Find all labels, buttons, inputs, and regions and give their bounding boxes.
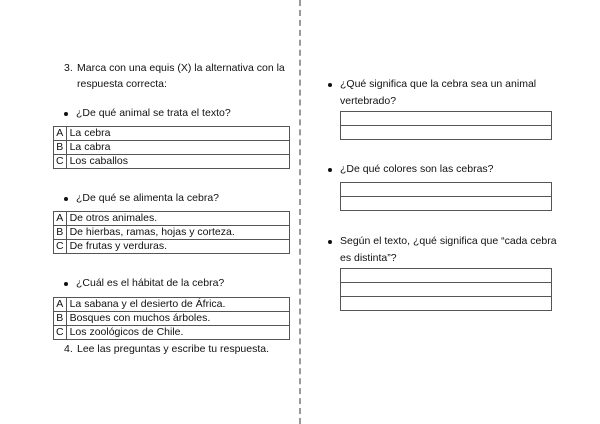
option-text: Los zoológicos de Chile. — [66, 326, 289, 340]
open-question-1 — [328, 76, 553, 110]
question-4 — [64, 341, 294, 357]
question-3 — [64, 60, 294, 92]
option-text: Los caballos — [66, 155, 289, 169]
mc-question-2-text: ¿De qué se alimenta la cebra? — [76, 192, 219, 204]
option-row[interactable] — [54, 226, 290, 240]
option-row[interactable] — [54, 240, 290, 254]
bullet-icon — [64, 112, 68, 116]
option-text: La sabana y el desierto de África. — [66, 298, 289, 312]
page-divider — [299, 0, 301, 424]
answer-lines-1[interactable] — [340, 111, 552, 140]
bullet-icon — [64, 282, 68, 286]
question-4-number: 4. — [64, 343, 73, 355]
bullet-icon — [64, 197, 68, 201]
option-row[interactable] — [54, 155, 290, 169]
option-letter: C — [54, 240, 67, 254]
bullet-icon — [328, 83, 332, 87]
option-letter: B — [54, 226, 67, 240]
bullet-icon — [328, 240, 332, 244]
answer-lines-2[interactable] — [340, 182, 552, 211]
mc-question-2 — [64, 191, 219, 206]
answer-lines-3[interactable] — [340, 268, 552, 311]
question-4-text: Lee las preguntas y escribe tu respuesta. — [77, 343, 270, 355]
mc-question-3-text: ¿Cuál es el hábitat de la cebra? — [76, 277, 225, 289]
answer-line[interactable] — [340, 182, 552, 197]
open-question-2 — [328, 162, 553, 177]
option-text: La cabra — [66, 141, 289, 155]
open-question-2-text: ¿De qué colores son las cebras? — [340, 163, 494, 175]
bullet-icon — [328, 168, 332, 172]
option-letter: B — [54, 141, 67, 155]
option-row[interactable] — [54, 212, 290, 226]
option-letter: A — [54, 127, 67, 141]
mc-options-3 — [53, 297, 290, 340]
option-text: De frutas y verduras. — [66, 240, 289, 254]
option-row[interactable] — [54, 141, 290, 155]
option-letter: C — [54, 155, 67, 169]
answer-line[interactable] — [340, 126, 552, 140]
answer-line[interactable] — [340, 297, 552, 311]
option-row[interactable] — [54, 127, 290, 141]
question-3-text: Marca con una equis (X) la alternativa con la respuesta correcta: — [77, 62, 285, 90]
option-row[interactable] — [54, 326, 290, 340]
answer-line[interactable] — [340, 268, 552, 283]
mc-question-1-text: ¿De qué animal se trata el texto? — [76, 107, 231, 119]
option-row[interactable] — [54, 298, 290, 312]
option-row[interactable] — [54, 312, 290, 326]
question-3-number: 3. — [64, 62, 73, 74]
answer-line[interactable] — [340, 197, 552, 211]
open-question-3-text: Según el texto, ¿qué significa que “cada cebra es distinta”? — [340, 235, 557, 264]
answer-line[interactable] — [340, 283, 552, 297]
mc-question-3 — [64, 276, 224, 291]
mc-options-2 — [53, 211, 290, 254]
option-letter: A — [54, 298, 67, 312]
option-letter: C — [54, 326, 67, 340]
answer-line[interactable] — [340, 111, 552, 126]
mc-question-1 — [64, 106, 231, 121]
option-letter: A — [54, 212, 67, 226]
option-text: De hierbas, ramas, hojas y corteza. — [66, 226, 289, 240]
mc-options-1 — [53, 126, 290, 169]
option-text: Bosques con muchos árboles. — [66, 312, 289, 326]
option-text: De otros animales. — [66, 212, 289, 226]
option-text: La cebra — [66, 127, 289, 141]
open-question-3 — [328, 233, 563, 267]
option-letter: B — [54, 312, 67, 326]
open-question-1-text: ¿Qué significa que la cebra sea un animal vertebrado? — [340, 78, 537, 107]
